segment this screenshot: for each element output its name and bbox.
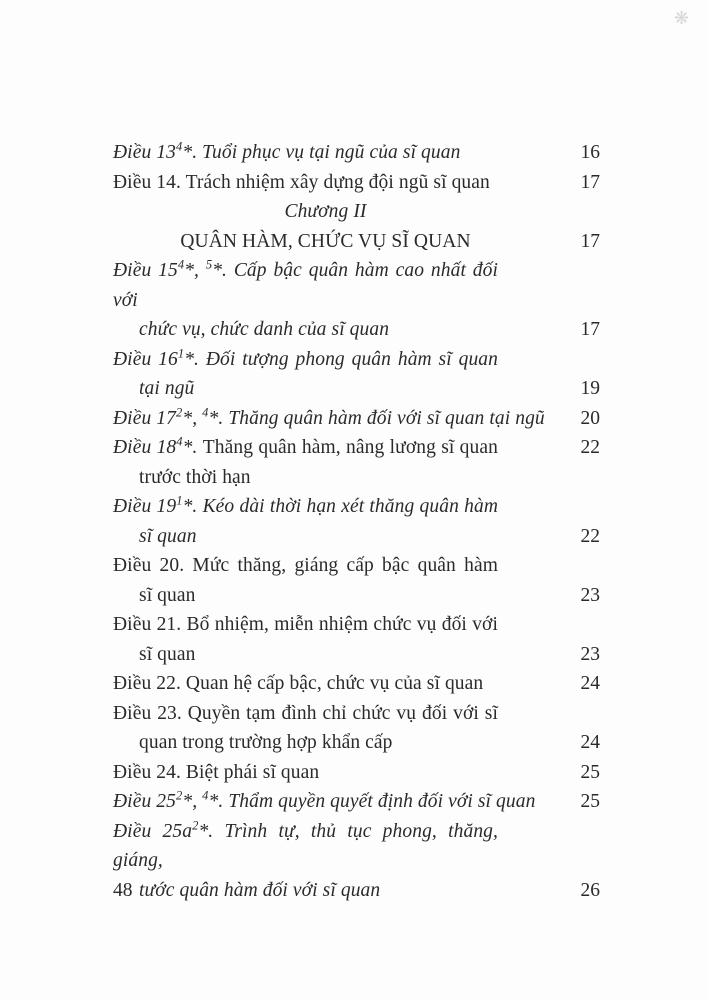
toc-entry-text — [113, 728, 393, 758]
toc-page-number: 17 — [580, 319, 600, 340]
toc-text-segment: tại ngũ — [139, 378, 195, 399]
toc-row — [113, 404, 600, 434]
toc-entry-text — [113, 463, 251, 493]
toc-page-number: 17 — [580, 171, 600, 193]
toc-text-segment: Điều 20. Mức thăng, giáng cấp bậc quân hàm — [113, 555, 498, 576]
toc-text-segment: chức vụ, chức danh của sĩ quan — [139, 319, 390, 340]
footnote-superscript: 2 — [175, 405, 183, 419]
toc-heading-row — [113, 227, 600, 257]
toc-text-segment: Điều 25a — [113, 820, 193, 842]
footnote-superscript: 4 — [176, 434, 183, 449]
footnote-superscript: 2 — [175, 788, 183, 803]
toc-text-segment: QUÂN HÀM, CHỨC VỤ SĨ QUAN — [180, 230, 471, 252]
toc-text-segment: sĩ quan — [139, 584, 196, 606]
toc-page-number: 22 — [580, 525, 600, 547]
toc-text-segment: tước quân hàm đối với sĩ quan — [139, 879, 381, 901]
toc-row — [113, 463, 600, 493]
toc-row — [113, 551, 600, 581]
toc-row — [113, 640, 600, 670]
toc-text-segment: *. Cấp bậc quân hàm cao nhất đối với — [113, 260, 498, 311]
toc-row — [113, 522, 600, 552]
toc-text-segment: Điều 15 — [113, 260, 178, 281]
toc-row — [113, 669, 600, 699]
toc-text-segment: Điều 14. Trách nhiệm xây dựng đội ngũ sĩ quan — [113, 171, 490, 193]
toc-row — [113, 787, 600, 817]
toc-page-number: 25 — [580, 791, 600, 812]
toc-text-segment: *. Thẩm quyền quyết định đối với sĩ quan — [208, 791, 536, 812]
toc-text-segment: quan trong trường hợp khẩn cấp — [139, 732, 393, 753]
toc-entry-text — [113, 640, 196, 670]
toc-row — [113, 256, 600, 315]
toc-row — [113, 345, 600, 375]
toc-row — [113, 876, 600, 906]
toc-text-segment: *. Tuổi phục vụ tại ngũ của sĩ quan — [182, 142, 461, 163]
toc-page-number: 23 — [580, 643, 600, 665]
toc-entry-text — [113, 138, 460, 168]
toc-page-number: 24 — [580, 732, 600, 753]
toc-entry-text — [113, 876, 380, 906]
toc-page-number: 26 — [580, 879, 600, 901]
toc-page-number: 17 — [580, 230, 600, 252]
toc-text-segment: Điều 22. Quan hệ cấp bậc, chức vụ của sĩ quan — [113, 673, 484, 694]
toc-text-segment: sĩ quan — [139, 643, 196, 665]
toc-text-segment: *, — [184, 260, 206, 281]
toc-entry-text — [113, 787, 535, 817]
toc-entry-text — [113, 669, 483, 699]
toc-page-number: 23 — [580, 584, 600, 606]
toc-entry-text — [113, 404, 545, 434]
toc-text-segment: *. Trình tự, thủ tục phong, thăng, giáng, — [113, 820, 498, 871]
footnote-superscript: 4 — [202, 788, 209, 803]
toc-row — [113, 315, 600, 345]
toc-row — [113, 492, 600, 522]
toc-page-number: 16 — [580, 142, 600, 163]
toc-page-number: 25 — [580, 761, 600, 783]
toc-text-segment: Điều 23. Quyền tạm đình chỉ chức vụ đối với sĩ — [113, 702, 498, 724]
footnote-superscript: 5 — [205, 257, 213, 272]
toc-entry-text — [113, 256, 498, 315]
toc-entry-text — [113, 817, 498, 876]
footnote-superscript: 2 — [192, 818, 199, 832]
toc-entry-text — [113, 374, 194, 404]
footnote-superscript: 4 — [175, 139, 183, 154]
toc-page-number: 20 — [580, 407, 600, 429]
toc-entry-text — [113, 168, 490, 198]
toc-text-segment: Điều 16 — [113, 348, 178, 370]
footnote-superscript: 1 — [177, 346, 185, 360]
page-number-folio: 48 — [113, 880, 133, 901]
toc-text-segment: Điều 13 — [113, 142, 176, 163]
toc-row — [113, 433, 600, 463]
toc-entry-text — [113, 433, 498, 463]
toc-row — [113, 699, 600, 729]
toc-text-segment: Chương II — [284, 201, 367, 222]
toc-text-segment: *. — [182, 437, 203, 458]
toc-row — [113, 610, 600, 640]
toc-heading-text — [113, 197, 538, 227]
toc-text-segment: Điều 24. Biệt phái sĩ quan — [113, 761, 320, 783]
toc-row — [113, 728, 600, 758]
footnote-superscript: 4 — [177, 257, 185, 272]
toc-row — [113, 168, 600, 198]
toc-entry-text — [113, 551, 498, 581]
toc-text-segment: Điều 18 — [113, 437, 177, 458]
toc-row — [113, 374, 600, 404]
flower-ornament-icon: ❋ — [674, 8, 690, 28]
toc-text-segment: Điều 25 — [113, 791, 176, 812]
toc-page-number: 24 — [580, 673, 600, 694]
toc-row — [113, 581, 600, 611]
toc-row — [113, 758, 600, 788]
footnote-superscript: 4 — [202, 405, 209, 419]
toc-text-segment: Điều 21. Bổ nhiệm, miễn nhiệm chức vụ đối với — [113, 614, 498, 635]
toc-page-number: 19 — [580, 378, 600, 399]
toc-text-segment: sĩ quan — [139, 525, 197, 547]
toc-entry-text — [113, 610, 498, 640]
footnote-superscript: 1 — [176, 493, 183, 508]
toc-text-segment: Điều 17 — [113, 407, 176, 429]
toc-entry-text — [113, 315, 389, 345]
toc-row — [113, 138, 600, 168]
table-of-contents — [113, 138, 600, 905]
toc-entry-text — [113, 345, 498, 375]
toc-entry-text — [113, 758, 319, 788]
toc-row — [113, 817, 600, 876]
toc-text-segment: *. Đối tượng phong quân hàm sĩ quan — [184, 348, 498, 370]
toc-heading-text — [113, 227, 538, 257]
toc-entry-text — [113, 492, 498, 522]
toc-entry-text — [113, 522, 197, 552]
toc-heading-row — [113, 197, 600, 227]
toc-page-number: 22 — [580, 437, 600, 458]
toc-entry-text — [113, 699, 498, 729]
toc-text-segment: *. Kéo dài thời hạn xét thăng quân hàm — [182, 496, 498, 517]
toc-text-segment: *, — [182, 791, 203, 812]
toc-text-segment: *, — [182, 407, 203, 429]
toc-entry-text — [113, 581, 196, 611]
toc-text-segment: *. Thăng quân hàm đối với sĩ quan tại ngũ — [208, 407, 545, 429]
toc-text-segment: trước thời hạn — [139, 466, 251, 488]
toc-text-segment: Thăng quân hàm, nâng lương sĩ quan — [202, 437, 498, 458]
toc-text-segment: Điều 19 — [113, 496, 177, 517]
